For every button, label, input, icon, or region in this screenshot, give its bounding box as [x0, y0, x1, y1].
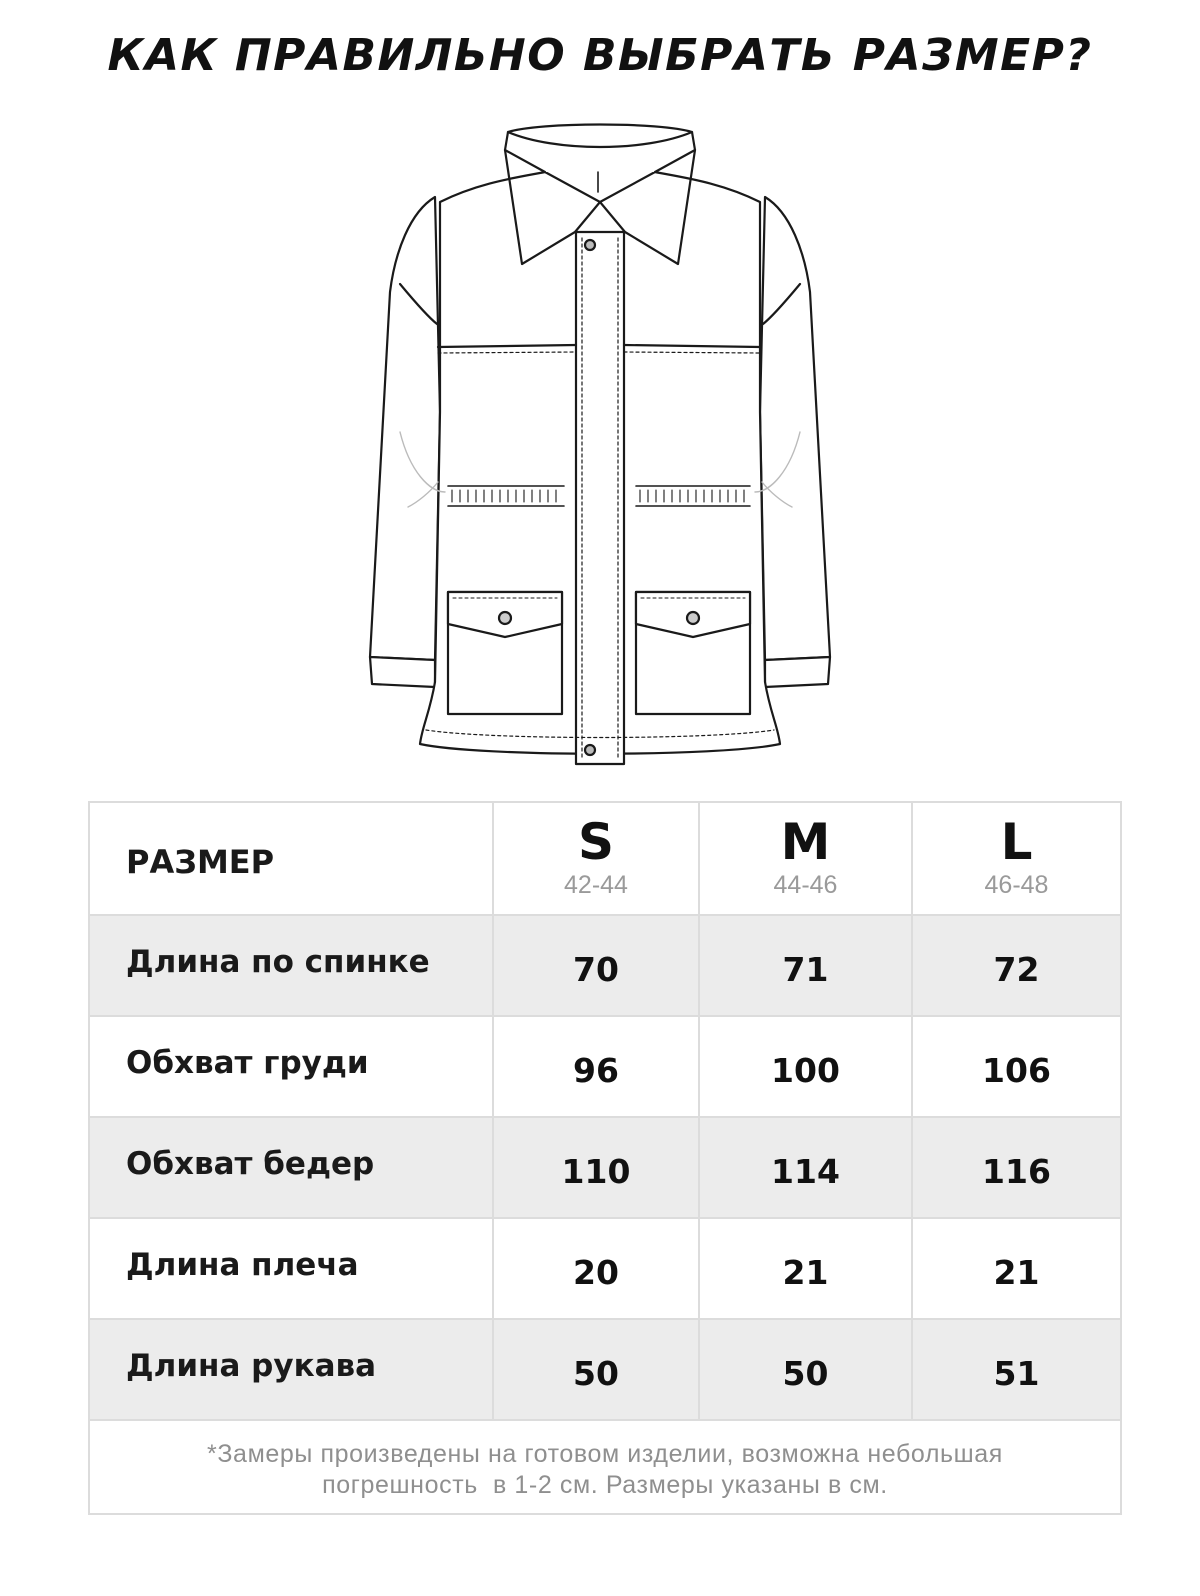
size-column-m [700, 803, 913, 914]
table-cell: 50 [782, 1354, 829, 1393]
table-cell: 21 [782, 1253, 829, 1292]
table-cell: 100 [771, 1051, 840, 1090]
table-cell: 116 [982, 1152, 1051, 1191]
jacket-icon [340, 112, 860, 780]
size-range: 46-48 [984, 871, 1049, 899]
footnote-line: *Замеры произведены на готовом изделии, возможна небольшая [207, 1440, 1003, 1468]
size-column-l [913, 803, 1120, 914]
table-cell: 106 [982, 1051, 1051, 1090]
table-cell: 71 [782, 950, 829, 989]
size-table-header [90, 803, 1120, 914]
size-range: 44-46 [773, 871, 838, 899]
table-cell: 114 [771, 1152, 840, 1191]
row-label: Обхват груди [126, 1045, 369, 1081]
table-row [90, 1217, 1120, 1318]
size-column-s [494, 803, 700, 914]
table-cell: 51 [993, 1354, 1040, 1393]
page-title: КАК ПРАВИЛЬНО ВЫБРАТЬ РАЗМЕР? [107, 30, 1093, 81]
table-cell: 72 [993, 950, 1040, 989]
table-cell: 21 [993, 1253, 1040, 1292]
table-cell: 50 [573, 1354, 619, 1393]
row-label: Длина по спинке [126, 944, 430, 980]
header-label: РАЗМЕР [126, 843, 275, 881]
table-row [90, 1318, 1120, 1419]
row-label: Длина рукава [126, 1348, 377, 1384]
table-cell: 96 [573, 1051, 619, 1090]
table-cell: 70 [573, 950, 619, 989]
size-letter: L [1000, 813, 1033, 871]
footnote-line: погрешность в 1-2 см. Размеры указаны в см. [322, 1471, 888, 1499]
table-row [90, 914, 1120, 1015]
size-range: 42-44 [564, 871, 628, 899]
row-label: Обхват бедер [126, 1146, 375, 1182]
footnote [90, 1419, 1120, 1513]
table-cell: 20 [573, 1253, 619, 1292]
size-letter: M [780, 813, 831, 871]
table-row [90, 1015, 1120, 1116]
table-row [90, 1116, 1120, 1217]
table-cell: 110 [561, 1152, 631, 1191]
size-letter: S [577, 813, 614, 871]
row-label: Длина плеча [126, 1247, 359, 1283]
size-table [88, 801, 1122, 1515]
